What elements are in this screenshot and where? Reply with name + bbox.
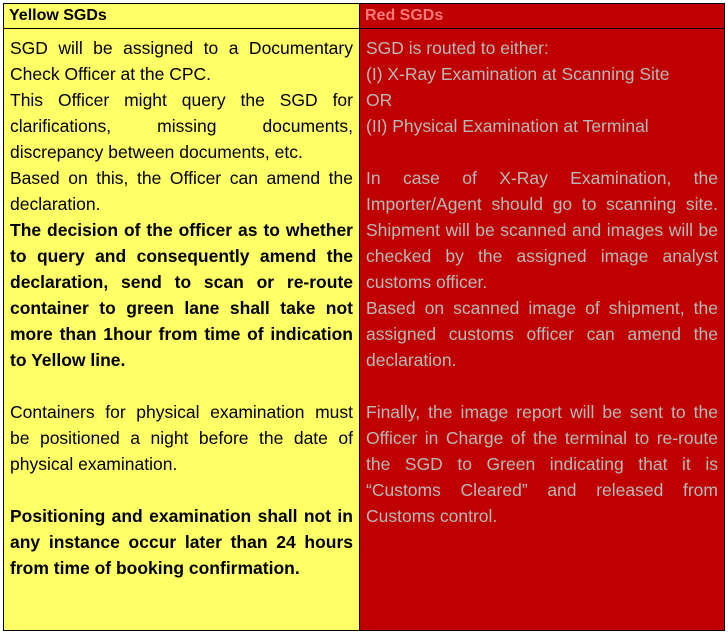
yellow-paragraph-assignment: SGD will be assigned to a Documentary Check Officer at the CPC. — [10, 38, 353, 84]
content-row — [4, 29, 725, 631]
yellow-sgds-cell — [4, 29, 360, 631]
yellow-paragraph-decision-rule: The decision of the officer as to whether to query and consequently amend the declaration, send to scan or re-route container to green lane shall take not more than 1hour from time of indication to Yellow line. — [10, 220, 353, 370]
sgd-comparison-table — [3, 3, 725, 631]
red-paragraph-routed: SGD is routed to either: — [366, 38, 549, 58]
yellow-paragraph-query: This Officer might query the SGD for clarifications, missing documents, discrepancy between documents, etc. — [10, 90, 353, 162]
red-paragraph-xray-process: In case of X-Ray Examination, the Importer/Agent should go to scanning site. Shipment will be scanned and images will be checked by the assigned image analyst customs officer. — [366, 168, 718, 292]
yellow-paragraph-positioning-rule: Positioning and examination shall not in any instance occur later than 24 hours from time of booking confirmation. — [10, 506, 353, 578]
red-paragraph-image-report: Finally, the image report will be sent to the Officer in Charge of the terminal to re-route the SGD to Green indicating that it is “Customs Cleared” and released from Customs control. — [366, 402, 718, 526]
header-row — [4, 4, 725, 29]
red-option-physical: (II) Physical Examination at Terminal — [366, 116, 649, 136]
red-option-xray: (I) X-Ray Examination at Scanning Site — [366, 64, 670, 84]
yellow-paragraph-containers: Containers for physical examination must be positioned a night before the date of physical examination. — [10, 402, 353, 474]
red-sgds-header: Red SGDs — [360, 4, 725, 29]
yellow-sgds-header: Yellow SGDs — [4, 4, 360, 29]
red-option-or: OR — [366, 90, 393, 110]
yellow-paragraph-amend: Based on this, the Officer can amend the declaration. — [10, 168, 353, 214]
red-paragraph-amend: Based on scanned image of shipment, the assigned customs officer can amend the declaration. — [366, 298, 718, 370]
red-sgds-cell — [360, 29, 725, 631]
